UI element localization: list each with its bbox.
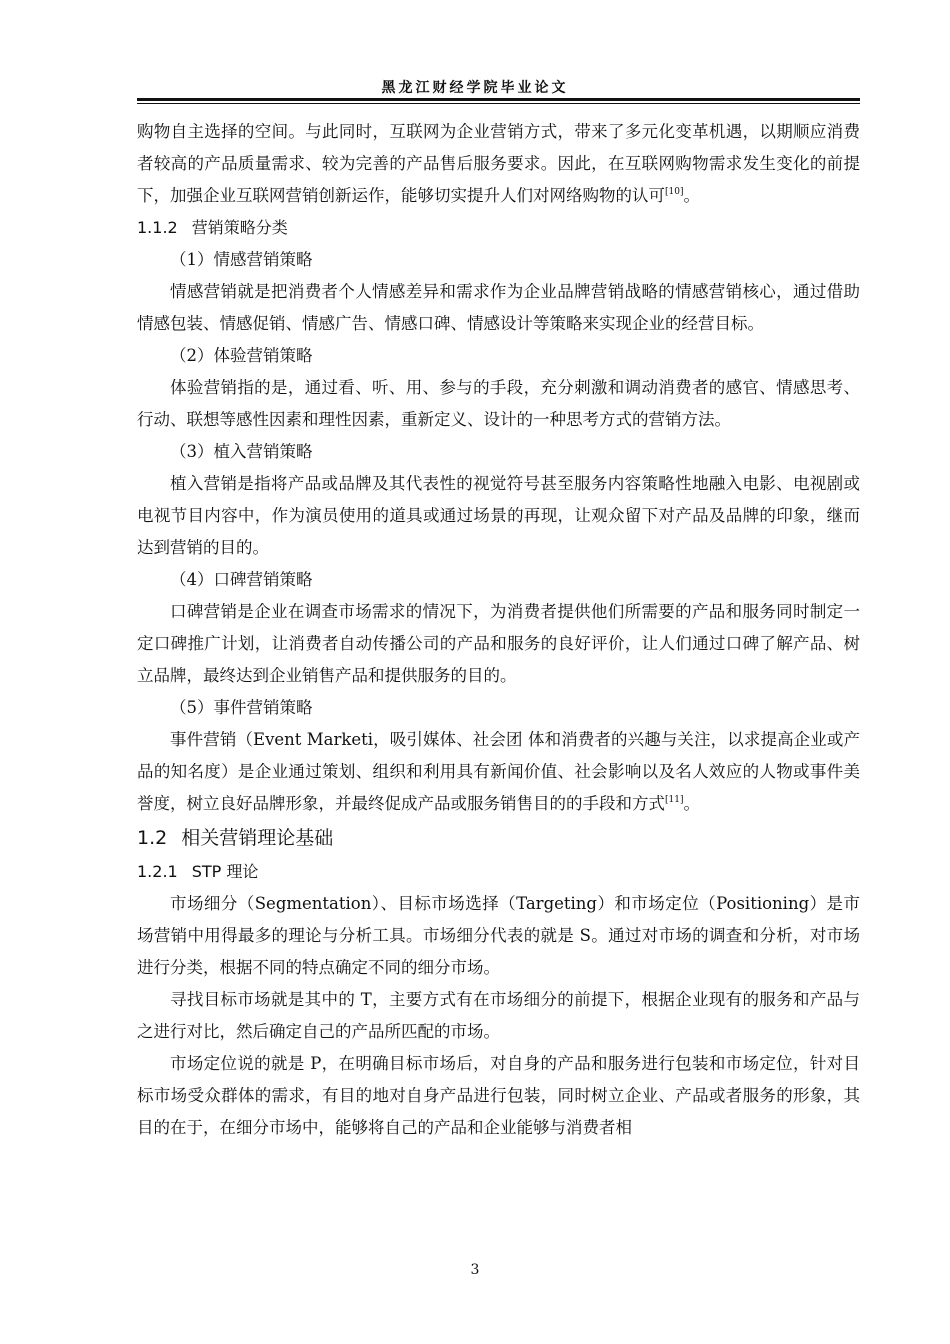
section-heading-1-2-1 — [137, 856, 860, 888]
section-heading-1-2 — [137, 820, 860, 856]
item-body-4: 口碑营销是企业在调查市场需求的情况下，为消费者提供他们所需要的产品和服务同时制定一定口碑推广计划，让消费者自动传播公司的产品和服务的良好评价，让人们通过口碑了解产品、树立品牌，最终达到企业销售产品和提供服务的目的。 — [137, 602, 860, 685]
section-heading-1-1-2 — [137, 212, 860, 244]
item-body-5-text: 事件营销（Event Marketi，吸引媒体、社会团 体和消费者的兴趣与关注，以求提高企业或产品的知名度）是企业通过策划、组织和利用具有新闻价值、社会影响以及名人效应的人物或事件美誉度，树立良好品牌形象，并最终促成产品或服务销售目的的手段和方式 — [137, 730, 860, 813]
stp-paragraph-3: 市场定位说的就是 P，在明确目标市场后，对自身的产品和服务进行包装和市场定位，针对目标市场受众群体的需求，有目的地对自身产品进行包装，同时树立企业、产品或者服务的形象，其目的在于，在细分市场中，能够将自己的产品和企业能够与消费者相 — [137, 1054, 860, 1137]
item-body-5 — [137, 724, 860, 820]
intro-end: 。 — [683, 186, 700, 205]
intro-text: 购物自主选择的空间。与此同时，互联网为企业营销方式，带来了多元化变革机遇，以期顺应消费者较高的产品质量需求、较为完善的产品售后服务要求。因此，在互联网购物需求发生变化的前提下，加强企业互联网营销创新运作，能够切实提升人们对网络购物的认可 — [137, 122, 860, 205]
header-rule-thick — [137, 98, 860, 101]
section-title: 营销策略分类 — [191, 218, 288, 237]
item-body-2: 体验营销指的是，通过看、听、用、参与的手段，充分刺激和调动消费者的感官、情感思考、行动、联想等感性因素和理性因素，重新定义、设计的一种思考方式的营销方法。 — [137, 378, 860, 429]
running-header-title: 黑龙江财经学院毕业论文 — [381, 80, 569, 96]
stp-paragraph-2: 寻找目标市场就是其中的 T，主要方式有在市场细分的前提下，根据企业现有的服务和产品与之进行对比，然后确定自己的产品所匹配的市场。 — [137, 990, 860, 1041]
intro-paragraph — [137, 116, 860, 212]
section-number: 1.2.1 — [137, 862, 178, 881]
citation: [11] — [665, 795, 684, 805]
item-heading-4: （4）口碑营销策略 — [170, 570, 313, 589]
item-heading-5: （5）事件营销策略 — [170, 698, 313, 717]
citation: [10] — [665, 187, 684, 197]
stp-paragraph-1: 市场细分（Segmentation）、目标市场选择（Targeting）和市场定位（Positioning）是市场营销中用得最多的理论与分析工具。市场细分代表的就是 S。通过对市场的调查和分析，对市场进行分类，根据不同的特点确定不同的细分市场。 — [137, 894, 860, 977]
item-heading-2: （2）体验营销策略 — [170, 346, 313, 365]
header-rule-thin — [137, 103, 860, 104]
section-number: 1.1.2 — [137, 218, 178, 237]
page-body — [137, 116, 860, 1144]
item-heading-3: （3）植入营销策略 — [170, 442, 313, 461]
section-title: STP 理论 — [191, 862, 259, 881]
section-title: 相关营销理论基础 — [181, 827, 334, 849]
item-heading-1: （1）情感营销策略 — [170, 250, 313, 269]
section-number: 1.2 — [137, 827, 168, 849]
item-body-1: 情感营销就是把消费者个人情感差异和需求作为企业品牌营销战略的情感营销核心，通过借助情感包装、情感促销、情感广告、情感口碑、情感设计等策略来实现企业的经营目标。 — [137, 282, 860, 333]
item-body-3: 植入营销是指将产品或品牌及其代表性的视觉符号甚至服务内容策略性地融入电影、电视剧或电视节目内容中，作为演员使用的道具或通过场景的再现，让观众留下对产品及品牌的印象，继而达到营销的目的。 — [137, 474, 860, 557]
page-number: 3 — [470, 1262, 480, 1278]
item-body-5-end: 。 — [683, 794, 700, 813]
